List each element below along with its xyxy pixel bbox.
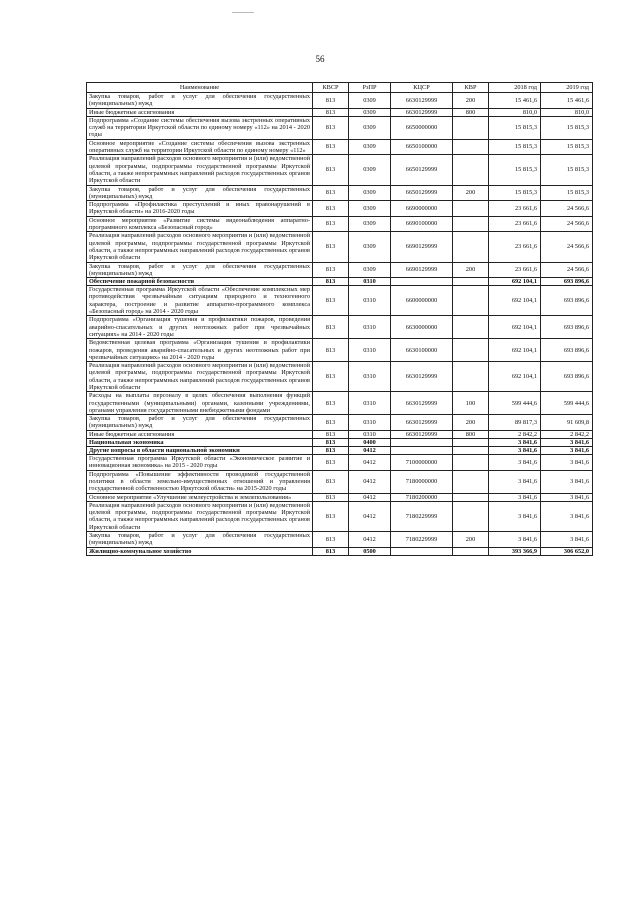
cell-ksr: 813 [313,455,349,471]
cell-kcsr: 6630000000 [391,316,453,339]
cell-kvr [453,278,489,286]
cell-rzpr: 0309 [349,232,391,262]
cell-name: Закупка товаров, работ и услуг для обеспечения государственных (муниципальных) нужд [87,415,313,431]
table-row [87,232,593,262]
cell-ksr: 813 [313,216,349,232]
cell-kvr [453,139,489,155]
cell-y2019: 91 609,8 [541,415,593,431]
cell-name: Подпрограмма «Организация тушения и профилактики пожаров, проведения аварийно-спасательных и других неотложных работ при чрезвычайных ситуациях» на 2014 - 2020 годы [87,316,313,339]
table-row [87,286,593,316]
cell-kcsr [391,547,453,555]
cell-kvr [453,455,489,471]
table-row [87,139,593,155]
cell-y2018: 15 815,3 [489,155,541,185]
header-rzpr: РзПР [349,83,391,93]
cell-y2018: 23 661,6 [489,232,541,262]
cell-kcsr: 6650000000 [391,116,453,139]
table-row [87,532,593,548]
table-row [87,501,593,531]
cell-name: Реализация направлений расходов основного мероприятия и (или) ведомственной целевой программы, подпрограммы государственной программы Иркутской области, а также непрограммных направлений расходов государственных органов Иркутской области [87,362,313,392]
cell-y2019: 15 461,6 [541,93,593,109]
cell-y2019: 693 896,6 [541,362,593,392]
cell-ksr: 813 [313,116,349,139]
cell-rzpr: 0400 [349,439,391,447]
header-kcsr: КЦСР [391,83,453,93]
cell-ksr: 813 [313,278,349,286]
table-row [87,201,593,217]
cell-y2019: 15 815,3 [541,139,593,155]
cell-rzpr: 0309 [349,185,391,201]
cell-kcsr [391,278,453,286]
cell-ksr: 813 [313,108,349,116]
cell-y2019: 810,0 [541,108,593,116]
cell-ksr: 813 [313,185,349,201]
cell-ksr: 813 [313,339,349,362]
cell-kcsr: 6630129999 [391,108,453,116]
table-row [87,547,593,555]
cell-kvr: 100 [453,392,489,415]
cell-y2018: 2 842,2 [489,430,541,438]
cell-y2018: 692 104,1 [489,362,541,392]
cell-name: Обеспечение пожарной безопасности [87,278,313,286]
cell-rzpr: 0412 [349,455,391,471]
cell-rzpr: 0412 [349,470,391,493]
cell-y2018: 692 104,1 [489,278,541,286]
table-row [87,216,593,232]
cell-name: Подпрограмма «Создание системы обеспечения вызова экстренных оперативных служб на территории Иркутской области по единому номеру «112» на 2014 - 2020 годы [87,116,313,139]
cell-name: Основное мероприятие «Улучшение землеустройства и землепользования» [87,493,313,501]
cell-y2018: 15 461,6 [489,93,541,109]
cell-ksr: 813 [313,201,349,217]
cell-kcsr: 7180200000 [391,493,453,501]
cell-rzpr: 0310 [349,286,391,316]
top-mark [232,12,254,13]
header-2018: 2018 год [489,83,541,93]
cell-kcsr: 6630129999 [391,362,453,392]
cell-rzpr: 0309 [349,116,391,139]
cell-kcsr: 7180229999 [391,501,453,531]
table-row [87,278,593,286]
cell-y2019: 3 841,6 [541,455,593,471]
cell-rzpr: 0310 [349,316,391,339]
cell-kcsr: 6690129999 [391,262,453,278]
cell-y2019: 693 896,6 [541,278,593,286]
cell-kcsr: 6650100000 [391,139,453,155]
cell-ksr: 813 [313,316,349,339]
cell-y2019: 3 841,6 [541,439,593,447]
cell-rzpr: 0309 [349,216,391,232]
cell-y2019: 2 842,2 [541,430,593,438]
cell-name: Закупка товаров, работ и услуг для обеспечения государственных (муниципальных) нужд [87,262,313,278]
cell-y2019: 24 566,6 [541,201,593,217]
cell-y2019: 306 652,0 [541,547,593,555]
cell-y2019: 693 896,6 [541,286,593,316]
cell-y2018: 393 366,9 [489,547,541,555]
table-row [87,108,593,116]
header-name: Наименование [87,83,313,93]
table-row [87,439,593,447]
cell-kcsr: 6650129999 [391,185,453,201]
cell-kcsr: 6690000000 [391,201,453,217]
cell-rzpr: 0310 [349,392,391,415]
table-row [87,455,593,471]
cell-kcsr: 6630129999 [391,392,453,415]
cell-kvr [453,155,489,185]
cell-kvr: 200 [453,415,489,431]
cell-ksr: 813 [313,286,349,316]
cell-kvr: 200 [453,532,489,548]
table-row [87,262,593,278]
cell-name: Реализация направлений расходов основного мероприятия и (или) ведомственной целевой программы, подпрограммы государственной программы Иркутской области, а также непрограммных направлений расходов государственных органов Иркутской области [87,232,313,262]
cell-kcsr: 7180229999 [391,532,453,548]
cell-name: Национальная экономика [87,439,313,447]
cell-ksr: 813 [313,501,349,531]
cell-y2019: 24 566,6 [541,232,593,262]
cell-name: Основное мероприятие «Создание системы обеспечения вызова экстренных оперативных служб на территории Иркутской области по единому номеру «112» [87,139,313,155]
cell-rzpr: 0310 [349,339,391,362]
cell-rzpr: 0309 [349,108,391,116]
cell-rzpr: 0310 [349,278,391,286]
table-row [87,430,593,438]
cell-rzpr: 0500 [349,547,391,555]
cell-kvr [453,201,489,217]
cell-kcsr: 6630129999 [391,430,453,438]
table-row [87,116,593,139]
cell-ksr: 813 [313,93,349,109]
cell-name: Ведомственная целевая программа «Организация тушения и профилактики пожаров, проведения аварийно-спасательных и других неотложных работ при чрезвычайных ситуациях» на 2014 - 2020 годы [87,339,313,362]
cell-ksr: 813 [313,262,349,278]
table-row [87,362,593,392]
cell-rzpr: 0309 [349,262,391,278]
cell-kvr [453,501,489,531]
table-header-row [87,83,593,93]
cell-kcsr: 6690100000 [391,216,453,232]
cell-ksr: 813 [313,232,349,262]
cell-y2019: 3 841,6 [541,470,593,493]
cell-kvr: 200 [453,185,489,201]
table-row [87,155,593,185]
cell-kvr [453,116,489,139]
cell-rzpr: 0412 [349,501,391,531]
cell-kvr: 200 [453,262,489,278]
cell-name: Закупка товаров, работ и услуг для обеспечения государственных (муниципальных) нужд [87,185,313,201]
table-row [87,185,593,201]
cell-y2018: 3 841,6 [489,447,541,455]
cell-y2019: 24 566,6 [541,262,593,278]
cell-ksr: 813 [313,493,349,501]
budget-table [86,82,593,556]
cell-ksr: 813 [313,470,349,493]
cell-kvr: 800 [453,430,489,438]
cell-y2019: 693 896,6 [541,339,593,362]
cell-name: Иные бюджетные ассигнования [87,108,313,116]
cell-kvr [453,316,489,339]
cell-kcsr: 6690129999 [391,232,453,262]
cell-y2019: 599 444,6 [541,392,593,415]
cell-y2019: 15 815,3 [541,185,593,201]
cell-rzpr: 0412 [349,447,391,455]
cell-ksr: 813 [313,392,349,415]
cell-kvr [453,362,489,392]
cell-kvr [453,470,489,493]
cell-name: Расходы на выплаты персоналу в целях обеспечения выполнения функций государственными (муниципальными) органами, казенными учреждениями, органами управления государственными внебюджетными фондами [87,392,313,415]
cell-ksr: 813 [313,155,349,185]
cell-y2018: 3 841,6 [489,501,541,531]
cell-y2019: 3 841,6 [541,501,593,531]
cell-rzpr: 0412 [349,532,391,548]
cell-y2019: 3 841,6 [541,532,593,548]
cell-y2018: 692 104,1 [489,316,541,339]
cell-y2018: 15 815,3 [489,116,541,139]
cell-y2019: 15 815,3 [541,116,593,139]
cell-name: Закупка товаров, работ и услуг для обеспечения государственных (муниципальных) нужд [87,532,313,548]
table-row [87,415,593,431]
cell-y2018: 3 841,6 [489,439,541,447]
cell-ksr: 813 [313,532,349,548]
cell-rzpr: 0412 [349,493,391,501]
cell-y2018: 3 841,6 [489,470,541,493]
cell-rzpr: 0309 [349,93,391,109]
cell-kcsr [391,439,453,447]
header-ksr: КВСР [313,83,349,93]
cell-rzpr: 0309 [349,155,391,185]
cell-y2018: 3 841,6 [489,532,541,548]
cell-kcsr: 6630129999 [391,415,453,431]
cell-y2018: 15 815,3 [489,185,541,201]
cell-kcsr: 6650129999 [391,155,453,185]
cell-y2019: 24 566,6 [541,216,593,232]
header-kvr: КВР [453,83,489,93]
cell-y2019: 3 841,6 [541,493,593,501]
cell-y2018: 692 104,1 [489,286,541,316]
cell-kvr: 200 [453,93,489,109]
cell-kcsr: 6600000000 [391,286,453,316]
cell-kcsr: 6630100000 [391,339,453,362]
cell-y2018: 89 817,3 [489,415,541,431]
cell-name: Подпрограмма «Повышение эффективности проводимой государственной политики в области земельно-имущественных отношений и управления государственной собственностью Иркутской области» на 2015-2020 годы [87,470,313,493]
table-row [87,93,593,109]
cell-kcsr: 7100000000 [391,455,453,471]
table-row [87,392,593,415]
table-body [87,93,593,556]
cell-y2019: 3 841,6 [541,447,593,455]
cell-ksr: 813 [313,139,349,155]
cell-ksr: 813 [313,430,349,438]
cell-rzpr: 0309 [349,139,391,155]
cell-ksr: 813 [313,447,349,455]
cell-y2018: 599 444,6 [489,392,541,415]
cell-y2018: 3 841,6 [489,493,541,501]
cell-kcsr: 7180000000 [391,470,453,493]
cell-name: Реализация направлений расходов основного мероприятия и (или) ведомственной целевой программы, подпрограммы государственной программы Иркутской области, а также непрограммных направлений расходов государственных органов Иркутской области [87,501,313,531]
cell-rzpr: 0309 [349,201,391,217]
table-row [87,339,593,362]
cell-y2019: 693 896,6 [541,316,593,339]
cell-kvr [453,232,489,262]
cell-ksr: 813 [313,439,349,447]
cell-y2018: 23 661,6 [489,201,541,217]
cell-y2018: 23 661,6 [489,262,541,278]
table-row [87,447,593,455]
cell-name: Иные бюджетные ассигнования [87,430,313,438]
cell-y2018: 15 815,3 [489,139,541,155]
header-2019: 2019 год [541,83,593,93]
cell-rzpr: 0310 [349,430,391,438]
table-row [87,470,593,493]
cell-kvr [453,339,489,362]
cell-kvr [453,216,489,232]
cell-rzpr: 0310 [349,362,391,392]
table-row [87,493,593,501]
table-row [87,316,593,339]
cell-kcsr [391,447,453,455]
cell-name: Жилищно-коммунальное хозяйство [87,547,313,555]
cell-ksr: 813 [313,362,349,392]
cell-name: Государственная программа Иркутской области «Экономическое развитие и инновационная экономика» на 2015 - 2020 годы [87,455,313,471]
cell-name: Реализация направлений расходов основного мероприятия и (или) ведомственной целевой программы, подпрограммы государственной программы Иркутской области, а также непрограммных направлений расходов государственных органов Иркутской области [87,155,313,185]
cell-name: Другие вопросы в области национальной экономики [87,447,313,455]
cell-y2018: 692 104,1 [489,339,541,362]
cell-kvr [453,447,489,455]
cell-ksr: 813 [313,547,349,555]
cell-name: Подпрограмма «Профилактика преступлений и иных правонарушений в Иркутской области» на 2016-2020 годы [87,201,313,217]
cell-name: Основное мероприятие «Развитие системы видеонаблюдения аппаратно-программного комплекса «Безопасный город» [87,216,313,232]
cell-kvr [453,493,489,501]
cell-y2018: 810,0 [489,108,541,116]
cell-rzpr: 0310 [349,415,391,431]
cell-y2019: 15 815,3 [541,155,593,185]
cell-kcsr: 6630129999 [391,93,453,109]
cell-y2018: 3 841,6 [489,455,541,471]
cell-ksr: 813 [313,415,349,431]
cell-name: Закупка товаров, работ и услуг для обеспечения государственных (муниципальных) нужд [87,93,313,109]
cell-kvr [453,439,489,447]
cell-kvr [453,286,489,316]
cell-kvr: 800 [453,108,489,116]
cell-y2018: 23 661,6 [489,216,541,232]
cell-name: Государственная программа Иркутской области «Обеспечение комплексных мер противодействия чрезвычайным ситуациям природного и техногенного характера, построение и развитие аппаратно-программного комплекса «Безопасный город» на 2014 - 2020 годы [87,286,313,316]
page-number: 56 [315,54,325,64]
cell-kvr [453,547,489,555]
